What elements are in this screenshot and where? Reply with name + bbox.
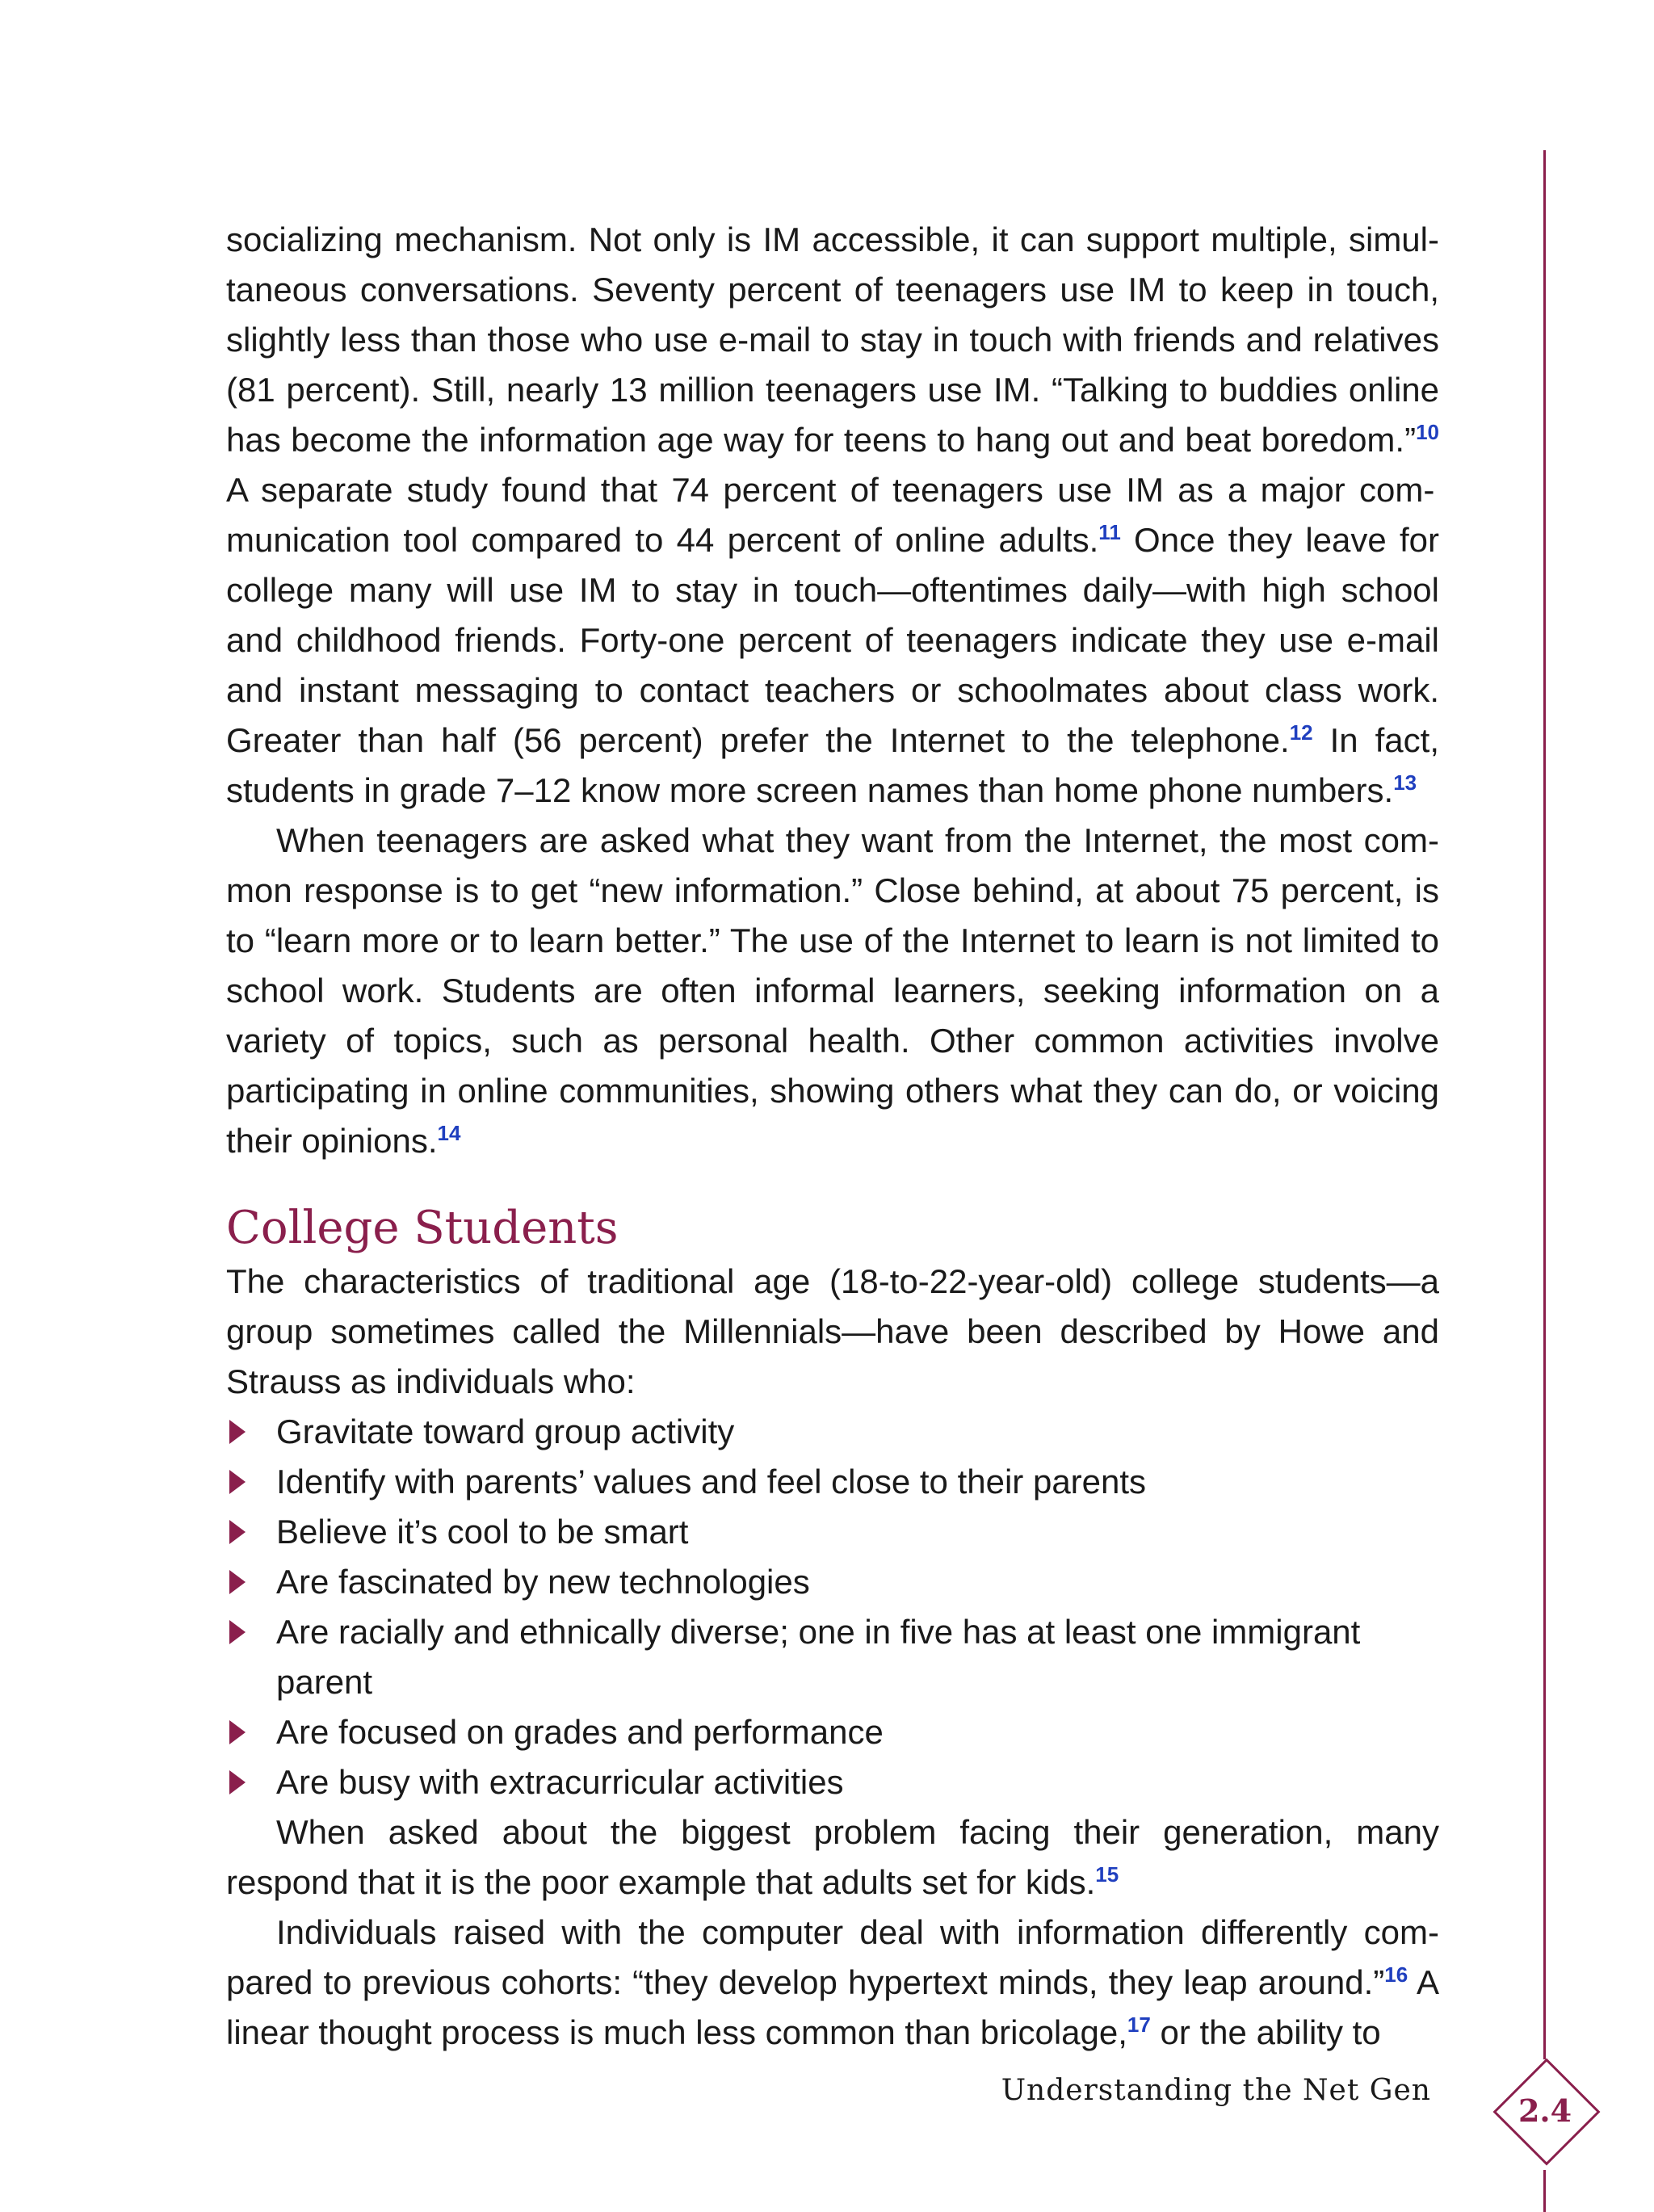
list-item-text: Are racially and ethnically diverse; one in five has at least one immigrant parent: [276, 1613, 1361, 1701]
footnote-marker: 12: [1289, 720, 1313, 745]
footnote-marker: 15: [1095, 1862, 1119, 1887]
section-heading: College Students: [226, 1202, 619, 1254]
list-item: [226, 1707, 1439, 1757]
triangle-bullet-icon: [229, 1720, 246, 1744]
page-number-badge: [1494, 2059, 1596, 2161]
paragraph-5: [226, 1908, 1439, 2058]
text-run: or the ability to: [1150, 2013, 1381, 2051]
text-run: A separate study found that 74 percent of teenagers use IM as a major communication tool compared to 44 percent of online adults.: [226, 471, 1435, 559]
triangle-bullet-icon: [229, 1470, 246, 1494]
text-column: [226, 215, 1439, 2058]
footnote-marker: 13: [1393, 770, 1417, 795]
list-item-text: Are fascinated by new technologies: [276, 1563, 810, 1601]
list-item-text: Believe it’s cool to be smart: [276, 1513, 689, 1551]
page-number: 2.4: [1518, 2092, 1572, 2129]
paragraph-4: [226, 1807, 1439, 1908]
text-run: socializing mechanism. Not only is IM accessible, it can support multiple, simultaneous conversations. Seventy percent of teenagers use IM to keep in touch, slightly less than those who use e-mail to stay in touch with friends and relatives (81 percent). Still, nearly 13 million teenagers use IM. “Talking to buddies online has become the information age way for teens to hang out and beat boredom.”: [226, 220, 1439, 459]
list-item-text: Identify with parents’ values and feel close to their parents: [276, 1463, 1147, 1501]
list-item-text: Are focused on grades and performance: [276, 1713, 884, 1751]
footnote-marker: 11: [1098, 520, 1121, 544]
list-item: [226, 1457, 1439, 1507]
list-item: [226, 1407, 1439, 1457]
triangle-bullet-icon: [229, 1620, 246, 1644]
paragraph-3: [226, 1257, 1439, 1407]
text-run: In fact, students in grade 7–12 know more screen names than home phone numbers.: [226, 721, 1440, 809]
text-run: The characteristics of traditional age (18-to-22-year-old) college students—a group sometimes called the Millennials—have been described by Howe and Strauss as individuals who:: [226, 1262, 1439, 1400]
text-run: When asked about the biggest problem facing their generation, many respond that it is the poor example that adults set for kids.: [226, 1813, 1439, 1901]
triangle-bullet-icon: [229, 1570, 246, 1594]
margin-rule: [1543, 150, 1546, 2059]
text-run: Individuals raised with the computer deal with information differently compared to previous cohorts: “they develop hypertext minds, they leap around.”: [226, 1913, 1439, 2001]
list-item-text: Are busy with extracurricular activities: [276, 1763, 844, 1801]
list-item: [226, 1507, 1439, 1557]
triangle-bullet-icon: [229, 1770, 246, 1794]
triangle-bullet-icon: [229, 1520, 246, 1544]
footnote-marker: 10: [1416, 420, 1439, 444]
margin-rule-bottom: [1543, 2170, 1546, 2212]
list-item: [226, 1557, 1439, 1607]
list-item: [226, 1607, 1439, 1707]
list-item: [226, 1757, 1439, 1807]
footnote-marker: 14: [437, 1121, 461, 1145]
running-footer: Understanding the Net Gen: [1001, 2074, 1431, 2107]
text-run: A linear thought process is much less common than bricolage,: [226, 1963, 1439, 2051]
bullet-list: [226, 1407, 1439, 1807]
list-item-text: Gravitate toward group activity: [276, 1412, 735, 1450]
text-run: Once they leave for college many will use IM to stay in touch—oftentimes daily—with high school and childhood friends. Forty-one percent of teenagers indicate they use e-mail and instant messaging to contact teachers or schoolmates about class work. Greater than half (56 percent) prefer the Internet to the telephone.: [226, 521, 1439, 759]
paragraph-2: [226, 816, 1439, 1166]
triangle-bullet-icon: [229, 1420, 246, 1444]
footnote-marker: 17: [1127, 2013, 1151, 2037]
paragraph-1: [226, 215, 1439, 816]
text-run: When teenagers are asked what they want from the Internet, the most common response is to get “new information.” Close behind, at about 75 percent, is to “learn more or to learn better.” The use of the Internet to learn is not limited to school work. Students are often informal learners, seeking information on a variety of topics, such as personal health. Other common activities involve participating in online communities, showing others what they can do, or voicing their opinions.: [226, 821, 1439, 1160]
footnote-marker: 16: [1384, 1962, 1408, 1987]
